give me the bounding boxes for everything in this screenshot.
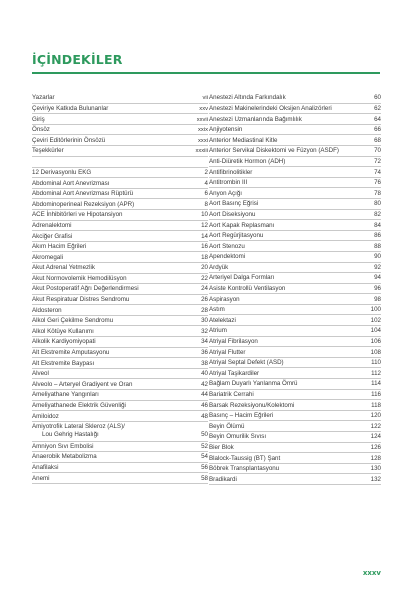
toc-entry-title-line: Aort Basınç Eğrisi [209,200,259,208]
toc-entry-page: 106 [370,338,381,346]
toc-entry-page: 20 [201,264,208,272]
toc-entry-title [209,274,374,282]
toc-entry-title-line: Teşekkürler [32,147,64,155]
toc-entry [32,199,208,210]
toc-entry [32,401,208,412]
toc-entry [209,188,381,199]
toc-entry-title-line: ACE İnhibitörleri ve Hipotansiyon [32,211,123,219]
toc-entry-title [209,412,371,420]
toc-entry [32,473,208,484]
toc-entry-page: 100 [370,306,381,314]
toc-entry-title-line: Alkolik Kardiyomiyopati [32,338,96,346]
toc-entry-title [209,423,371,431]
toc-entry-title [32,328,201,336]
toc-entry-page: 110 [371,359,381,367]
toc-entry-title [32,233,201,241]
toc-entry-title [32,275,201,283]
toc-entry-page: 28 [201,306,208,314]
toc-entry-title [32,475,201,483]
toc-entry [209,358,381,369]
toc-entry-page: 116 [371,391,381,399]
toc-entry-title [32,370,201,378]
toc-entry-title [209,327,371,335]
toc-entry-title-line: Anemi [32,474,50,482]
toc-entry [32,463,208,474]
toc-entry-page: 38 [201,359,208,367]
toc-entry-title-line: Aort Stenozu [209,242,245,250]
toc-entry-page: 64 [374,115,381,123]
toc-entry-page: 132 [370,475,381,483]
toc-entry [32,114,208,125]
toc-entry-title-line: Alkol Geri Çekilme Sendromu [32,317,114,325]
toc-entry-title [209,179,374,187]
toc-entry-page: 126 [370,443,381,451]
toc-entry [209,347,381,358]
toc-entry-page: 68 [374,136,381,144]
toc-entry-title-line: Önsöz [32,126,50,134]
toc-entry-title [32,126,198,134]
toc-entry-page: 76 [374,179,381,187]
toc-entry-page: 10 [201,211,208,219]
toc-entry [209,421,381,432]
toc-entry-title-line: Atriyal Flutter [209,348,246,356]
toc-entry-title-line: Anaerobik Metabolizma [32,453,97,461]
toc-entry-page: 26 [201,296,208,304]
toc-entry-title-line: Anjiyotensin [209,126,243,134]
toc-entry-title-line: Atelektazi [209,316,236,324]
toc-entry-title [209,94,374,102]
toc-entry [209,443,381,454]
toc-entry-title [209,147,374,155]
toc-entry-title-line: Lou Gehrig Hastalığı [42,431,99,439]
chapter-list-left [32,168,208,484]
toc-entry-title-line: Akut Normovolemik Hemodilüsyon [32,274,127,282]
toc-entry-title [209,338,371,346]
toc-entry-title-line: Ameliyathane Yangınları [32,391,99,399]
toc-entry-title [32,137,198,145]
toc-entry-title [32,338,201,346]
toc-entry-page: xxv [199,105,208,112]
toc-entry [209,411,381,422]
toc-entry-title [32,464,201,472]
toc-entry [32,135,208,146]
toc-entry-title [32,453,201,461]
toc-entry-title-line: Aort Kapak Replasmanı [209,221,275,229]
toc-entry-title [32,349,201,357]
toc-entry-title-line: Beyin Ölümü [209,422,245,430]
toc-entry-page: 24 [201,285,208,293]
toc-entry-title-line: Bariatrik Cerrahi [209,391,254,399]
toc-entry-title [209,285,374,293]
toc-entry-title [209,243,374,251]
toc-entry [32,305,208,316]
toc-entry-title-line: Atrium [209,327,227,335]
toc-entry-title-line: Giriş [32,115,45,123]
toc-entry [209,114,381,125]
toc-entry [209,167,381,178]
toc-entry-title [209,222,374,230]
toc-entry-title-line: Astım [209,306,225,314]
toc-entry-page: 34 [201,338,208,346]
toc-entry-title-line: Atriyal Fibrilasyon [209,338,258,346]
toc-entry-page: 70 [374,147,381,155]
toc-entry [32,274,208,285]
toc-entry-title-line: Aldosteron [32,306,62,314]
toc-entry [32,189,208,200]
toc-entry-page: 102 [370,316,381,324]
toc-entry [32,263,208,274]
toc-entry [209,368,381,379]
toc-entry-title-line: Alt Ekstremite Baypası [32,359,95,367]
toc-entry-title-line: Antifibrinolitikler [209,168,253,176]
toc-entry [209,305,381,316]
toc-entry-title-line: Akromegali [32,253,63,261]
toc-entry [209,315,381,326]
toc-entry-title [32,222,201,230]
toc-entry [209,252,381,263]
toc-entry-page: 4 [204,179,208,187]
toc-entry [209,135,381,146]
toc-entry [209,231,381,242]
toc-entry-title-line: Akım Hacim Eğrileri [32,243,87,251]
toc-entry-title [209,444,371,452]
toc-entry-page: 58 [201,474,208,482]
toc-entry-title [32,360,201,368]
toc-entry-title-line: Akut Postoperatif Ağrı Değerlendirmesi [32,285,139,293]
toc-entry-title [32,307,201,315]
toc-entry-page: xxxi [198,137,208,144]
toc-entry [209,294,381,305]
toc-entry-title-line: Arteriyel Dalga Formları [209,274,275,282]
toc-entry-page: 18 [201,253,208,261]
toc-entry [32,125,208,136]
toc-entry-page: 86 [374,232,381,240]
toc-entry-title [32,443,201,451]
toc-entry-page: 84 [374,221,381,229]
toc-entry-title [209,402,371,410]
toc-entry-title [209,455,371,463]
toc-entry-title [209,200,374,208]
toc-entry-page: 16 [201,243,208,251]
toc-entry-page: 90 [374,253,381,261]
toc-entry-title-line: Ameliyathanede Elektrik Güvenliği [32,402,126,410]
toc-entry [209,400,381,411]
toc-entry-title [209,116,374,124]
toc-entry-title [32,402,201,410]
toc-entry [32,284,208,295]
toc-entry-title [209,296,374,304]
toc-entry [209,379,381,390]
toc-entry-page: 82 [374,210,381,218]
toc-entry-title [32,105,199,113]
toc-entry-title-line: Antitrombin III [209,179,248,187]
toc-entry-page: 74 [374,168,381,176]
toc-entry-page: 92 [374,263,381,271]
toc-entry-title [32,180,205,188]
toc-entry-title-line: Bradikardi [209,475,237,483]
toc-entry-page: 88 [374,242,381,250]
toc-entry [32,390,208,401]
toc-entry-page: 96 [374,285,381,293]
toc-entry-title-line: Basınç – Hacim Eğrileri [209,412,274,420]
toc-entry-page: 40 [201,370,208,378]
toc-entry [209,199,381,210]
toc-entry-title [32,391,201,399]
toc-entry-title [209,433,371,441]
toc-entry [32,326,208,337]
toc-entry-title [32,285,201,293]
toc-entry-page: 124 [370,433,381,441]
toc-entry [32,369,208,380]
toc-entry-title [209,380,371,388]
toc-entry-title [32,423,201,439]
toc-entry-page: 50 [201,431,208,439]
toc-entry-title [32,211,201,219]
toc-entry-page: 2 [204,168,208,176]
toc-entry [209,453,381,464]
toc-entry-page: 14 [201,232,208,240]
toc-left-column [32,93,208,484]
toc-entry-title [32,94,203,102]
toc-entry [209,241,381,252]
toc-entry [32,358,208,369]
toc-entry-title-line: Abdominal Aort Anevrizması [32,179,110,187]
toc-entry-title-line: Böbrek Transplantasyonu [209,465,280,473]
toc-entry [209,93,381,104]
toc-entry-page: 6 [204,190,208,198]
toc-entry [32,146,208,157]
toc-entry-title-line: Beyin Omurilik Sıvısı [209,433,267,441]
toc-entry-title [209,105,374,113]
toc-entry-page: vii [202,95,208,102]
toc-entry-title-line: Anterior Servikal Diskektomi ve Füzyon (ASDF) [209,147,339,155]
toc-entry-title [32,201,205,209]
toc-entry [32,242,208,253]
toc-entry [32,348,208,359]
toc-entry-title [32,243,201,251]
toc-entry-title [209,359,371,367]
toc-entry [32,168,208,179]
toc-entry-title-line: Aort Regürjitasyonu [209,232,264,240]
toc-entry [209,178,381,189]
toc-entry [209,104,381,115]
toc-entry-page: 98 [374,295,381,303]
toc-entry [32,231,208,242]
toc-entry [32,295,208,306]
toc-entry-title-line: Alveolo – Arteryel Gradiyent ve Oran [32,380,133,388]
toc-entry-page: 120 [370,412,381,420]
toc-entry-title-line: Ardyük [209,263,229,271]
toc-entry-title [209,126,374,134]
toc-entry-title-line: Atriyal Septal Defekt (ASD) [209,359,284,367]
toc-entry-title-line: Apendektomi [209,253,246,261]
toc-entry [32,104,208,115]
toc-entry-title-line: Anestezi Uzmanlarında Bağımlılık [209,115,302,123]
toc-entry [209,220,381,231]
toc-entry-page: 72 [374,157,381,165]
toc-entry-title-line: Yazarlar [32,94,55,102]
toc-entry-page: 36 [201,349,208,357]
toc-entry-title-line: Blalock-Taussig (BT) Şant [209,454,281,462]
toc-entry-title [32,413,201,421]
toc-entry-title-line: Abdominoperineal Rezeksiyon (APR) [32,200,135,208]
toc-entry-page: 12 [201,221,208,229]
toc-entry-page: 8 [204,200,208,208]
toc-entry-title [209,264,374,272]
toc-entry-title [32,317,201,325]
toc-entry [32,221,208,232]
page-title: İÇİNDEKİLER [32,52,123,67]
toc-entry [209,284,381,295]
title-rule [32,72,380,74]
toc-entry [209,146,381,157]
toc-entry-title-line: Anyon Açığı [209,189,243,197]
toc-entry-page: 130 [370,465,381,473]
front-matter-list [32,93,208,157]
toc-entry-title [209,137,374,145]
toc-entry-page: 128 [370,454,381,462]
toc-entry [209,273,381,284]
toc-entry-title-line: Çeviriye Katkıda Bulunanlar [32,104,109,112]
toc-entry-page: 66 [374,126,381,134]
toc-entry-page: 62 [374,104,381,112]
toc-entry-title [209,370,371,378]
toc-entry-title-line: Anterior Mediastinal Kitle [209,136,278,144]
toc-entry-title [209,169,374,177]
toc-entry-title-line: Amniyon Sıvı Embolisi [32,442,94,450]
toc-entry-page: 122 [370,422,381,430]
toc-entry-page: 108 [370,348,381,356]
toc-entry [32,93,208,104]
toc-entry-title-line: Anestezi Makinelerindeki Oksijen Analizörleri [209,104,332,112]
toc-entry-title-line: Alkol Kötüye Kullanımı [32,327,94,335]
toc-entry-page: 114 [371,380,381,388]
toc-entry-title-line: Atriyal Taşikardiler [209,369,260,377]
toc-entry-page: 112 [371,369,381,377]
toc-entry-title [32,116,197,124]
toc-entry [32,337,208,348]
toc-entry-title [32,381,201,389]
toc-entry-page: 80 [374,200,381,208]
toc-entry-title-line: Barsak Rezeksiyonu/Kolektomi [209,401,295,409]
toc-entry-title [209,232,374,240]
toc-entry-title-line: Alveol [32,370,49,378]
toc-entry-title [209,476,371,484]
toc-entry-title [209,317,371,325]
toc-entry-title-line: 12 Derivasyonlu EKG [32,168,92,176]
page-number: xxxv [362,569,381,577]
toc-entry-page: 32 [201,327,208,335]
toc-entry [209,337,381,348]
toc-entry-title [209,211,374,219]
toc-entry [209,326,381,337]
toc-entry [209,464,381,475]
toc-entry [209,125,381,136]
toc-entry-title [209,391,371,399]
toc-entry [32,252,208,263]
toc-entry [209,157,381,168]
toc-entry-page: 104 [370,327,381,335]
section-gap [32,157,208,168]
toc-entry-title-line: Bier Blok [209,443,234,451]
chapter-list-right [209,93,381,485]
toc-entry-title [209,190,374,198]
toc-entry [32,442,208,453]
toc-entry-page: 42 [201,380,208,388]
toc-entry [32,178,208,189]
toc-entry-title-line: Asiste Kontrollü Ventilasyon [209,285,286,293]
toc-entry-page: 60 [374,94,381,102]
toc-entry-page: 48 [201,412,208,420]
toc-entry-title-line: Çeviri Editörlerinin Önsözü [32,136,106,144]
toc-entry-title-line: Akut Adrenal Yetmezlik [32,264,95,272]
toc-entry-title-line: Amiyotrofik Lateral Skleroz (ALS)/ [32,423,125,431]
toc-entry-page: 30 [201,317,208,325]
toc-entry-title [209,465,371,473]
toc-entry-title [32,147,195,155]
toc-entry-title [209,253,374,261]
toc-entry-page: xxvii [196,116,208,123]
toc-entry-title-line: Aort Diseksiyonu [209,210,256,218]
toc-entry-page: 78 [374,189,381,197]
toc-entry-title-line: Anti-Diüretik Hormon (ADH) [209,157,286,165]
toc-entry [32,316,208,327]
toc-entry [32,422,208,442]
toc-entry [209,432,381,443]
toc-entry-title-line: Anafilaksi [32,464,59,472]
toc-entry [209,390,381,401]
toc-entry-page: 46 [201,402,208,410]
toc-entry-title [32,296,201,304]
toc-entry-title-line: Alt Ekstremite Amputasyonu [32,349,110,357]
toc-entry-title [32,264,201,272]
toc-entry-title [32,254,201,262]
toc-entry-title-line: Bağlam Duyarlı Yanlanma Ömrü [209,380,298,388]
toc-right-column [209,93,381,485]
toc-entry [209,474,381,485]
toc-entry-title [209,306,371,314]
toc-entry-title [209,349,371,357]
toc-entry-title [32,190,205,198]
toc-entry-page: xxxiii [195,148,208,155]
toc-entry-page: 54 [201,453,208,461]
toc-entry-page: xxix [198,127,208,134]
toc-entry [209,210,381,221]
toc-entry-title [32,169,205,177]
toc-entry-page: 56 [201,464,208,472]
toc-entry-title-line: Adrenalektomi [32,221,72,229]
toc-entry-title-line: Amiloidoz [32,412,59,420]
toc-entry [32,379,208,390]
toc-entry [32,411,208,422]
toc-entry-page: 94 [374,274,381,282]
toc-entry-page: 118 [371,401,381,409]
toc-entry-page: 52 [201,442,208,450]
toc-entry-title-line: Anestezi Altında Farkındalık [209,94,286,102]
toc-entry [32,210,208,221]
toc-entry-title [209,158,374,166]
toc-entry-title-line: Abdominal Aort Anevrizması Rüptürü [32,190,134,198]
toc-entry-title-line: Akut Respiratuar Distres Sendromu [32,296,130,304]
toc-entry-page: 44 [201,391,208,399]
toc-entry-title-line: Akciğer Grafisi [32,232,73,240]
toc-entry [32,452,208,463]
toc-entry-title-line: Aspirasyon [209,295,240,303]
toc-entry-page: 22 [201,274,208,282]
toc-entry [209,263,381,274]
